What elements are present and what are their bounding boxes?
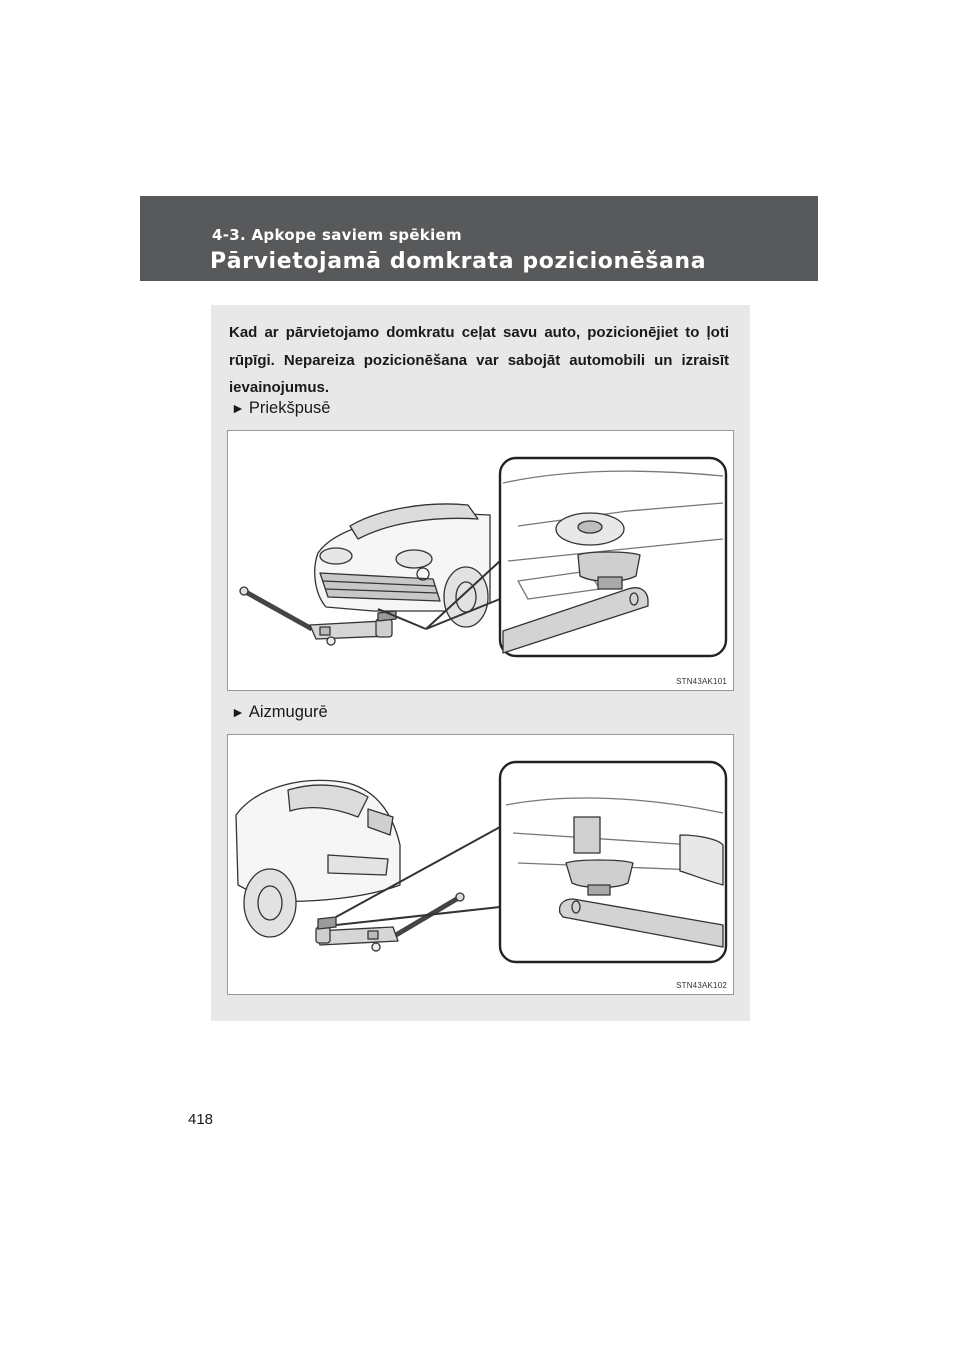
subheading-rear bbox=[231, 703, 328, 722]
subheading-front bbox=[231, 399, 330, 418]
front-headlight-left bbox=[320, 548, 352, 564]
page-number: 418 bbox=[188, 1111, 214, 1128]
intro-paragraph: Kad ar pārvietojamo domkratu ceļat savu auto, pozicionējiet to ļoti rūpīgi. Nepareiza pozicionēšana var sabojāt automobili un izraisīt ievainojumus. bbox=[229, 324, 729, 396]
figure-code: STN43AK101 bbox=[676, 677, 727, 686]
jack-handle bbox=[244, 591, 312, 629]
content-panel bbox=[211, 305, 750, 1021]
right-triangle-pointer-icon: ► bbox=[231, 704, 245, 720]
front-headlight-right bbox=[396, 550, 432, 568]
jack-handle bbox=[396, 897, 460, 935]
figure-rear bbox=[227, 734, 734, 995]
jack-saddle bbox=[566, 860, 633, 888]
subheading-rear-label: Aizmugurē bbox=[248, 703, 328, 721]
page-title: Pārvietojamā domkrata pozicionēšana bbox=[210, 249, 707, 274]
section-label: 4-3. Apkope saviem spēkiem bbox=[212, 226, 462, 244]
section-header bbox=[140, 196, 818, 281]
right-triangle-pointer-icon: ► bbox=[231, 400, 245, 416]
figure-front bbox=[227, 430, 734, 691]
jack-point bbox=[574, 817, 600, 853]
rear-wheel bbox=[244, 869, 296, 937]
rear-jack-illustration bbox=[228, 735, 733, 994]
figure-code: STN43AK102 bbox=[676, 981, 727, 990]
subheading-front-label: Priekšpusē bbox=[248, 399, 331, 417]
front-jack-illustration bbox=[228, 431, 733, 690]
